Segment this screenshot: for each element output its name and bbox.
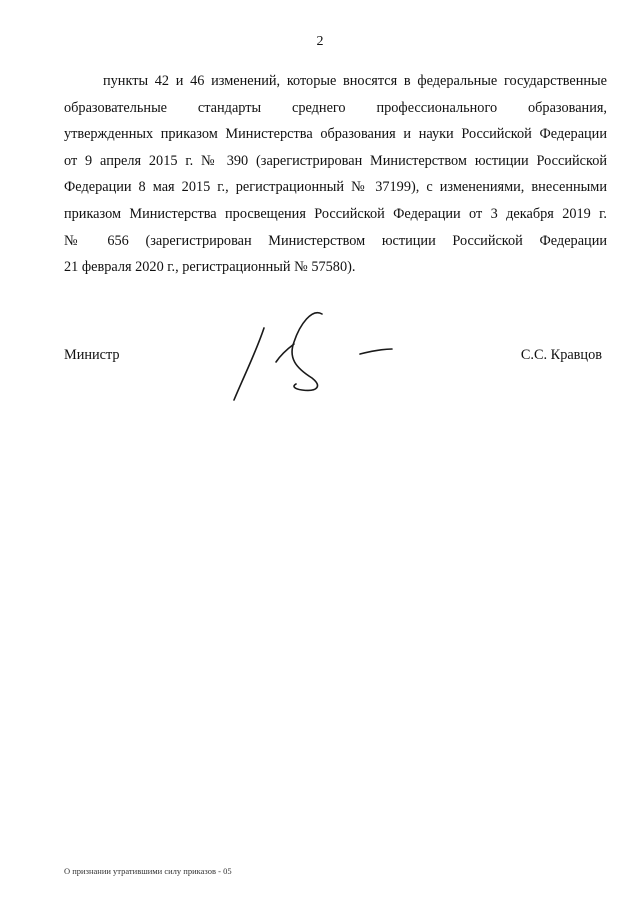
body-line: утвержденных приказом Министерства образования и науки Российской Федерации (64, 126, 607, 143)
handwritten-signature (222, 304, 402, 409)
body-line: № 656 (зарегистрирован Министерством юстиции Российской Федерации (64, 232, 607, 249)
signatory-title: Министр (64, 347, 120, 363)
body-line: 21 февраля 2020 г., регистрационный № 57580). (64, 259, 356, 276)
body-paragraph (64, 68, 607, 281)
body-line: Федерации 8 мая 2015 г., регистрационный № 37199), с изменениями, внесенными (64, 179, 607, 196)
body-line: от 9 апреля 2015 г. № 390 (зарегистрирован Министерством юстиции Российской (64, 152, 607, 169)
body-line: приказом Министерства просвещения Российской Федерации от 3 декабря 2019 г. (64, 205, 607, 222)
signatory-name: С.С. Кравцов (520, 347, 602, 363)
page-number: 2 (316, 34, 324, 49)
body-line: образовательные стандарты среднего профессионального образования, (64, 99, 607, 116)
body-line: пункты 42 и 46 изменений, которые вносятся в федеральные государственные (103, 73, 607, 89)
footer-filename: О признании утратившими силу приказов - 05 (64, 866, 232, 876)
